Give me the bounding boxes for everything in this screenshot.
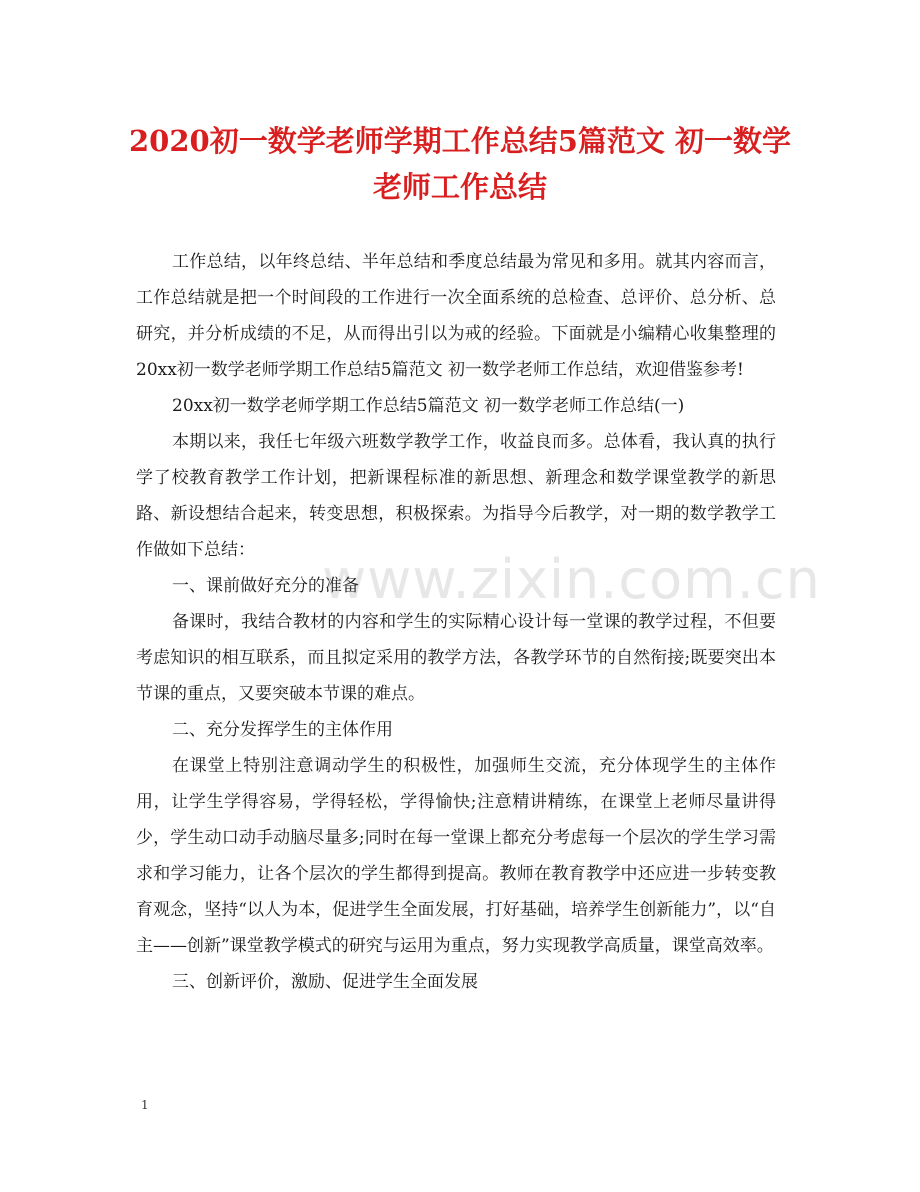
subheading-evaluation: 三、创新评价，激励、促进学生全面发展 (172, 972, 478, 992)
document-title: 2020初一数学老师学期工作总结5篇范文 初一数学老师工作总结 (129, 124, 791, 204)
subheading-student-role: 二、充分发挥学生的主体作用 (172, 720, 393, 740)
intro-paragraph: 工作总结，以年终总结、半年总结和季度总结最为常见和多用。就其内容而言，工作总结就是把一个时间段的工作进行一次全面系统的总检查、总评价、总分析、总研究，并分析成绩的不足，从而得出引以为戒的经验。下面就是小编精心收集整理的20xx初一数学老师学期工作总结5篇范文 初一数学老师工作总结，欢迎借鉴参考! (136, 252, 776, 380)
page-number: 1 (141, 1098, 149, 1112)
body-paragraph: 备课时，我结合教材的内容和学生的实际精心设计每一堂课的教学过程，不但要考虑知识的相互联系，而且拟定采用的教学方法，各教学环节的自然衔接;既要突出本节课的重点，又要突破本节课的难点。 (136, 612, 776, 704)
section-heading-1: 20xx初一数学老师学期工作总结5篇范文 初一数学老师工作总结(一) (172, 396, 685, 416)
document-body (136, 244, 776, 1000)
watermark: www.zixin.com.cn (322, 548, 821, 611)
subheading-preparation: 一、课前做好充分的准备 (172, 576, 359, 596)
body-paragraph: 本期以来，我任七年级六班数学教学工作，收益良而多。总体看，我认真的执行学了校教育教学工作计划，把新课程标准的新思想、新理念和数学课堂教学的新思路、新设想结合起来，转变思想，积极探索。为指导今后教学，对一期的数学教学工作做如下总结： (136, 432, 776, 560)
body-paragraph: 在课堂上特别注意调动学生的积极性，加强师生交流，充分体现学生的主体作用，让学生学得容易，学得轻松，学得愉快;注意精讲精练，在课堂上老师尽量讲得少，学生动口动手动脑尽量多;同时在每一堂课上都充分考虑每一个层次的学生学习需求和学习能力，让各个层次的学生都得到提高。教师在教育教学中还应进一步转变教育观念，坚持“以人为本，促进学生全面发展，打好基础，培养学生创新能力”，以“自主——创新”课堂教学模式的研究与运用为重点，努力实现教学高质量，课堂高效率。 (136, 756, 776, 956)
